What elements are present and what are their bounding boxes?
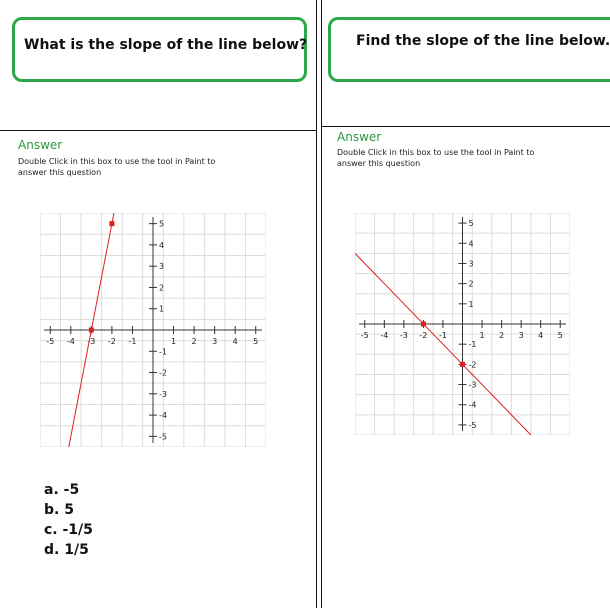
question-text-left: What is the slope of the line below? [24, 37, 308, 53]
instructions-line: Double Click in this box to use the tool in Paint to [337, 148, 535, 157]
choice-c[interactable] [44, 520, 93, 540]
answer-label-left: Answer [18, 138, 63, 152]
x-tick-label: -3 [87, 337, 96, 346]
y-tick-label: 5 [159, 219, 165, 229]
graph-point [89, 328, 94, 333]
answer-instructions-left[interactable] [18, 156, 215, 178]
y-tick-label: 4 [159, 240, 165, 250]
y-tick-label: 1 [468, 299, 474, 309]
choice-value: 1/5 [64, 542, 89, 558]
x-tick-label: 1 [170, 337, 177, 346]
x-tick-label: 5 [557, 331, 563, 340]
y-tick-label: 3 [159, 262, 165, 272]
choice-d[interactable] [44, 540, 93, 560]
choice-letter: b. [44, 502, 60, 518]
x-tick-label: 2 [499, 331, 505, 340]
graph-point [460, 362, 465, 367]
y-tick-label: -5 [468, 420, 477, 430]
y-tick-label: 4 [468, 239, 474, 249]
x-tick-label: 2 [191, 337, 197, 346]
question-box-right [328, 17, 610, 82]
x-tick-label: -2 [419, 331, 428, 340]
y-tick-label: -2 [468, 360, 477, 370]
x-tick-label: 1 [479, 331, 485, 340]
question-text-right: Find the slope of the line below. [356, 33, 610, 49]
choice-letter: c. [44, 522, 58, 538]
y-tick-label: -1 [468, 340, 477, 350]
instructions-line: answer this question [18, 168, 102, 177]
y-tick-label: -2 [159, 368, 167, 378]
y-tick-label: -4 [159, 411, 167, 421]
choice-b[interactable] [44, 500, 93, 520]
section-divider [321, 126, 610, 127]
graph-line [355, 253, 531, 435]
coordinate-graph-right[interactable] [355, 213, 570, 435]
y-tick-label: -4 [468, 400, 477, 410]
answer-instructions-right[interactable] [337, 147, 534, 169]
y-tick-label: 5 [468, 219, 474, 229]
x-tick-label: -3 [399, 331, 408, 340]
panel-divider [321, 0, 322, 608]
x-tick-label: 5 [253, 337, 259, 346]
panel-divider [316, 0, 317, 608]
y-tick-label: 2 [468, 279, 474, 289]
x-tick-label: 4 [232, 337, 238, 346]
instructions-line: answer this question [337, 159, 421, 168]
x-tick-label: -5 [46, 337, 55, 346]
y-tick-label: -3 [468, 380, 477, 390]
x-tick-label: 4 [538, 331, 544, 340]
x-tick-label: -4 [380, 331, 389, 340]
x-tick-label: -2 [107, 337, 116, 346]
x-tick-label: -4 [66, 337, 75, 346]
answer-choices [44, 480, 93, 560]
graph-point [109, 221, 114, 226]
y-tick-label: 3 [468, 259, 474, 269]
y-tick-label: -3 [159, 389, 167, 399]
x-tick-label: 3 [212, 337, 218, 346]
y-tick-label: 1 [159, 304, 165, 314]
coordinate-graph-left[interactable] [40, 213, 266, 447]
choice-value: 5 [64, 502, 74, 518]
section-divider [0, 130, 316, 131]
y-tick-label: -1 [159, 347, 167, 357]
x-tick-label: -5 [360, 331, 369, 340]
answer-label-right: Answer [337, 130, 382, 144]
y-tick-label: -5 [159, 432, 167, 442]
choice-letter: a. [44, 482, 59, 498]
choice-value: -1/5 [62, 522, 93, 538]
x-tick-label: -1 [438, 331, 447, 340]
choice-value: -5 [63, 482, 80, 498]
graph-point [421, 322, 426, 327]
x-tick-label: 3 [518, 331, 524, 340]
choice-letter: d. [44, 542, 60, 558]
choice-a[interactable] [44, 480, 93, 500]
x-tick-label: -1 [128, 337, 137, 346]
instructions-line: Double Click in this box to use the tool in Paint to [18, 157, 216, 166]
y-tick-label: 2 [159, 283, 165, 293]
